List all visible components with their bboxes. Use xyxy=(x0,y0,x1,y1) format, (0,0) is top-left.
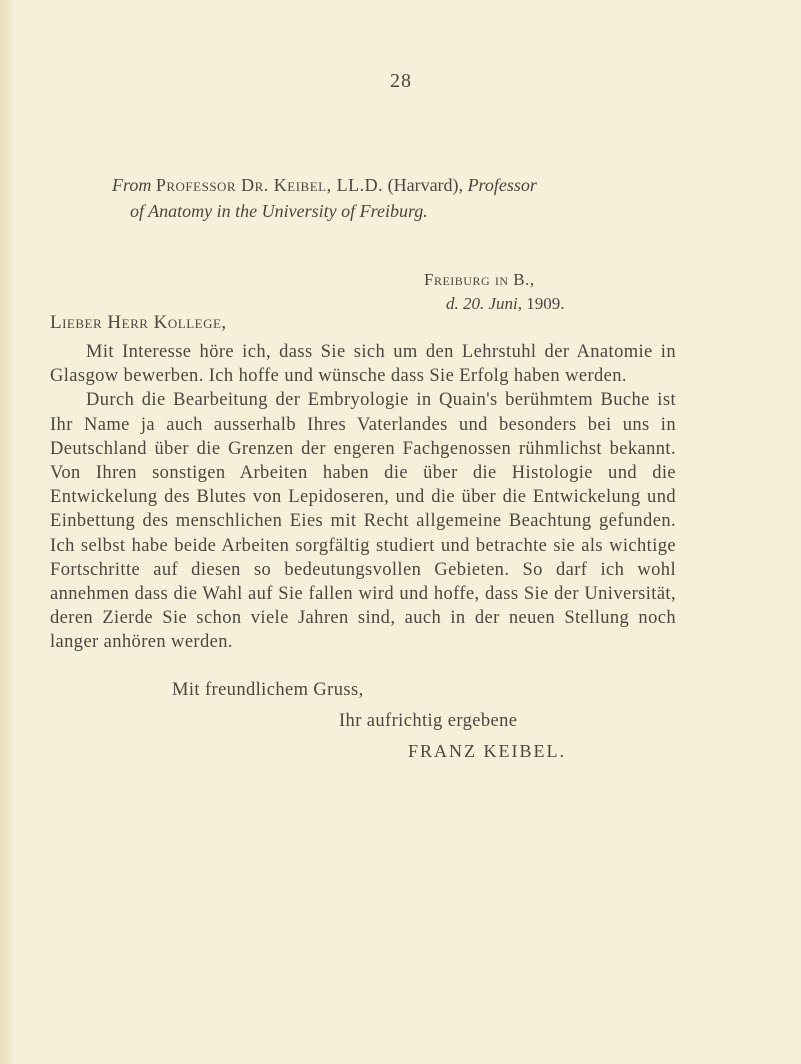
date-month: Juni xyxy=(488,294,518,313)
sender-affiliation: (Harvard), xyxy=(387,175,464,195)
paragraph-1: Mit Interesse höre ich, dass Sie sich um den Lehrstuhl der Anatomie in Glasgow bewerben. Ich hoffe und wünsche dass Sie Erfolg haben werden. xyxy=(50,342,676,387)
closing: Mit freundlichem Gruss, xyxy=(172,680,364,700)
signature: FRANZ KEIBEL. xyxy=(408,741,566,761)
sender-title: Professor xyxy=(467,175,537,195)
letter-body xyxy=(50,340,676,655)
place-and-date xyxy=(424,268,724,316)
letter-heading xyxy=(112,172,712,224)
sender-name: Professor Dr. Keibel, LL.D. xyxy=(155,175,384,195)
page-gutter-shadow xyxy=(0,0,14,1064)
place: Freiburg in B., xyxy=(424,270,535,289)
date-year: , 1909. xyxy=(517,294,565,313)
date-prefix: d. 20. xyxy=(446,294,485,313)
salutation: Lieber Herr Kollege, xyxy=(50,312,227,333)
paragraph-2: Durch die Bearbeitung der Embryologie in Quain's berühmtem Buche ist Ihr Name ja auch ausserhalb Ihres Vaterlandes und besonders bei uns in Deutschland über die Grenzen der engeren Fachgenossen rühmlichst bekannt. Von Ihren sonstigen Arbeiten haben die über die Histologie und die Entwickelung des Blutes von Lepidoseren, und die über die Entwickelung und Einbettung des menschlichen Eies mit Recht allgemeine Beachtung gefunden. Ich selbst habe beide Arbeiten sorgfältig studiert und betrachte sie als wichtige Fortschritte auf diesen so bedeutungsvollen Gebieten. So darf ich wohl annehmen dass die Wahl auf Sie fallen wird und hoffe, dass Sie der Universität, deren Zierde Sie schon viele Jahren sind, auch in der neuen Stellung noch langer anhören werden. xyxy=(50,390,676,653)
date-line xyxy=(424,292,724,316)
page-number: 28 xyxy=(390,70,412,92)
valediction: Ihr aufrichtig ergebene xyxy=(339,711,518,731)
from-word: From xyxy=(112,175,152,195)
sender-institution: of Anatomy in the University of Freiburg. xyxy=(130,201,428,221)
